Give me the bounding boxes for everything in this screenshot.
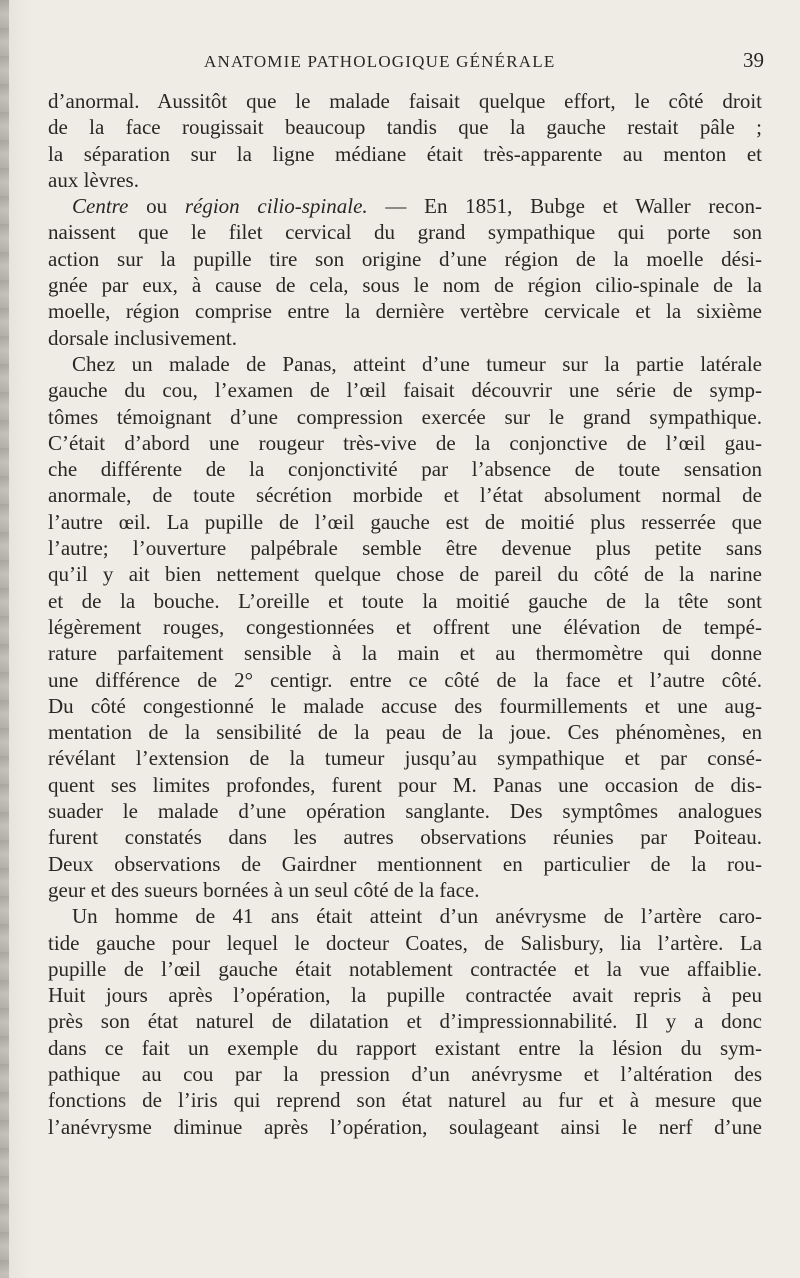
text-line: mentation de la sensibilité de la peau de la joue. Ces phénomènes, en <box>48 720 762 745</box>
text-line: Du côté congestionné le malade accuse des fourmillements et une aug- <box>48 693 762 718</box>
section-heading-connector: ou <box>128 194 185 219</box>
text-line: action sur la pupille tire son origine d’une région de la moelle dési- <box>48 246 762 271</box>
page-number: 39 <box>743 48 764 72</box>
body-text <box>48 88 762 1140</box>
text-line: che différente de la conjonctivité par l’absence de toute sensation <box>48 457 762 482</box>
text-line: anormale, de toute sécrétion morbide et l’état absolument normal de <box>48 483 762 508</box>
text-line: Un homme de 41 ans était atteint d’un anévrysme de l’artère caro- <box>72 904 762 929</box>
binding-edge <box>0 0 9 1278</box>
section-heading-line <box>48 193 762 219</box>
text-line: dans ce fait un exemple du rapport existant entre la lésion du sym- <box>48 1035 762 1060</box>
text-line: Chez un malade de Panas, atteint d’une tumeur sur la partie latérale <box>72 351 762 376</box>
text-line: pathique au cou par la pression d’un anévrysme et l’altération des <box>48 1061 762 1086</box>
text-line: dorsale inclusivement. <box>48 325 237 350</box>
text-line: légèrement rouges, congestionnées et offrent une élévation de tempé- <box>48 614 762 639</box>
text-line: de la face rougissait beaucoup tandis que la gauche restait pâle ; <box>48 115 762 140</box>
text-line: pupille de l’œil gauche était notablement contractée et la vue affaiblie. <box>48 956 762 981</box>
text-line: la séparation sur la ligne médiane était très-apparente au menton et <box>48 141 762 166</box>
text-line: l’autre; l’ouverture palpébrale semble être devenue plus petite sans <box>48 536 762 561</box>
text-line: tômes témoignant d’une compression exercée sur le grand sympathique. <box>48 404 762 429</box>
text-line: aux lèvres. <box>48 167 139 192</box>
section-heading-text: — En 1851, Bubge et Waller recon- <box>367 194 763 219</box>
text-line: d’anormal. Aussitôt que le malade faisait quelque effort, le côté droit <box>48 89 762 113</box>
text-line: révélant l’extension de la tumeur jusqu’au sympathique et par consé- <box>48 746 762 771</box>
text-line: geur et des sueurs bornées à un seul côté de la face. <box>48 877 480 902</box>
text-line: Deux observations de Gairdner mentionnent en particulier de la rou- <box>48 851 762 876</box>
text-line: furent constatés dans les autres observations réunies par Poiteau. <box>48 825 762 850</box>
text-line: gauche du cou, l’examen de l’œil faisait découvrir une série de symp- <box>48 378 762 403</box>
text-line: Huit jours après l’opération, la pupille contractée avait repris à peu <box>48 983 762 1008</box>
text-line: suader le malade d’une opération sanglante. Des symptômes analogues <box>48 799 762 824</box>
text-line: rature parfaitement sensible à la main et au thermomètre qui donne <box>48 641 762 666</box>
section-heading: Centre <box>72 194 129 219</box>
text-line: gnée par eux, à cause de cela, sous le nom de région cilio-spinale de la <box>48 273 762 298</box>
text-line: près son état naturel de dilatation et d’impressionnabilité. Il y a donc <box>48 1009 762 1034</box>
running-title: ANATOMIE PATHOLOGIQUE GÉNÉRALE <box>204 52 556 71</box>
text-line: l’anévrysme diminue après l’opération, soulageant ainsi le nerf d’une <box>48 1114 762 1139</box>
text-line: une différence de 2° centigr. entre ce côté de la face et l’autre côté. <box>48 667 762 692</box>
text-line: qu’il y ait bien nettement quelque chose de pareil du côté de la narine <box>48 562 762 587</box>
text-line: fonctions de l’iris qui reprend son état naturel au fur et à mesure que <box>48 1088 762 1113</box>
text-line: quent ses limites profondes, furent pour M. Panas une occasion de dis- <box>48 772 762 797</box>
text-line: et de la bouche. L’oreille et toute la moitié gauche de la tête sont <box>48 588 762 613</box>
text-line: tide gauche pour lequel le docteur Coates, de Salisbury, lia l’artère. La <box>48 930 762 955</box>
text-line: moelle, région comprise entre la dernière vertèbre cervicale et la sixième <box>48 299 762 324</box>
text-line: naissent que le filet cervical du grand sympathique qui porte son <box>48 220 762 245</box>
section-heading-emphasis: région cilio-spinale. <box>184 194 368 219</box>
text-line: l’autre œil. La pupille de l’œil gauche est de moitié plus resserrée que <box>48 509 762 534</box>
page-header <box>96 48 764 82</box>
text-line: C’était d’abord une rougeur très-vive de la conjonctive de l’œil gau- <box>48 430 762 455</box>
